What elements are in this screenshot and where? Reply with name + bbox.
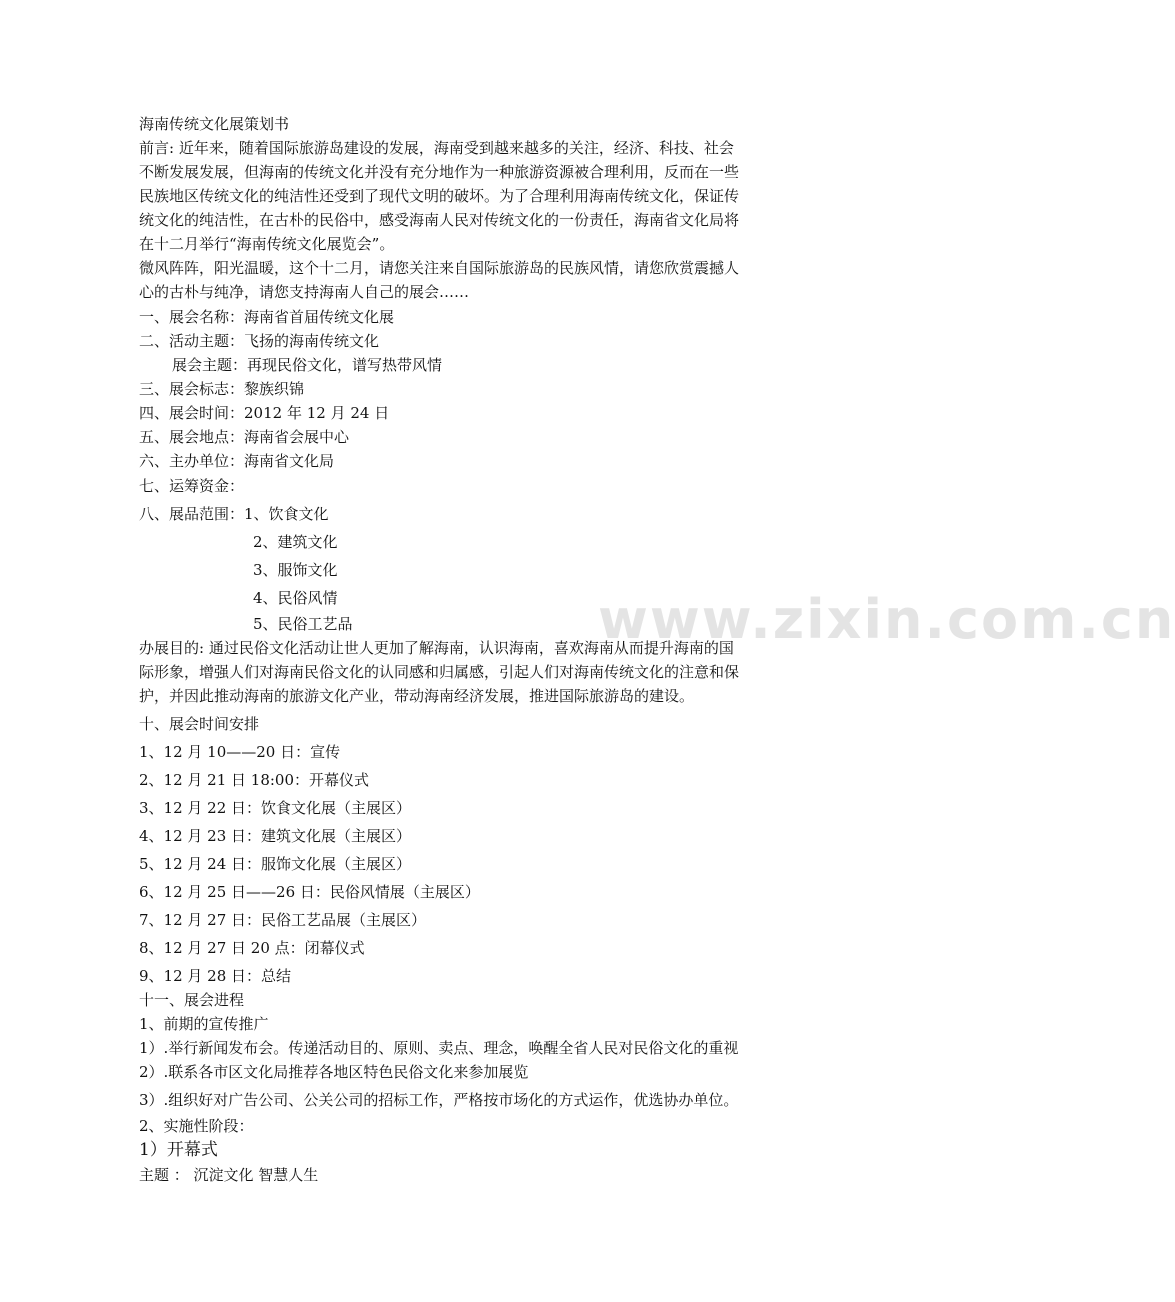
document-line: 办展目的: 通过民俗文化活动让世人更加了解海南，认识海南，喜欢海南从而提升海南的国 bbox=[139, 639, 734, 657]
watermark-part: .cn bbox=[1078, 588, 1175, 651]
document-line: 2、12 月 21 日 18:00：开幕仪式 bbox=[139, 771, 370, 789]
watermark-part: zixin bbox=[772, 588, 925, 651]
document-line: 5、民俗工艺品 bbox=[253, 615, 353, 633]
document-line: 1）开幕式 bbox=[139, 1140, 218, 1160]
document-line: 三、展会标志：黎族织锦 bbox=[139, 380, 305, 398]
document-line: 主题 ： 沉淀文化 智慧人生 bbox=[139, 1166, 319, 1184]
document-line: 3、服饰文化 bbox=[253, 561, 338, 579]
document-line: 3、12 月 22 日：饮食文化展（主展区） bbox=[139, 799, 412, 817]
document-line: 9、12 月 28 日：总结 bbox=[139, 967, 292, 985]
document-line: 3）.组织好对广告公司、公关公司的招标工作，严格按市场化的方式运作，优选协办单位。 bbox=[139, 1091, 739, 1109]
document-line: 一、展会名称：海南省首届传统文化展 bbox=[139, 308, 395, 326]
document-line: 十一、展会进程 bbox=[139, 991, 245, 1009]
document-line: 8、12 月 27 日 20 点：闭幕仪式 bbox=[139, 939, 365, 957]
document-line: 民族地区传统文化的纯洁性还受到了现代文明的破坏。为了合理利用海南传统文化，保证传 bbox=[139, 187, 740, 205]
document-line: 海南传统文化展策划书 bbox=[139, 115, 290, 133]
watermark-part: www. bbox=[598, 588, 773, 651]
document-line: 十、展会时间安排 bbox=[139, 715, 260, 733]
document-line: 2、实施性阶段： bbox=[139, 1117, 254, 1135]
document-line: 展会主题：再现民俗文化，谱写热带风情 bbox=[172, 356, 443, 374]
document-line: 2）.联系各市区文化局推荐各地区特色民俗文化来参加展览 bbox=[139, 1063, 529, 1081]
watermark bbox=[598, 588, 1175, 651]
document-line: 心的古朴与纯净，请您支持海南人自己的展会…… bbox=[139, 283, 470, 301]
document-line: 在十二月举行“海南传统文化展览会”。 bbox=[139, 235, 395, 253]
document-line: 二、活动主题：飞扬的海南传统文化 bbox=[139, 332, 380, 350]
document-line: 2、建筑文化 bbox=[253, 533, 338, 551]
document-line: 不断发展发展，但海南的传统文化并没有充分地作为一种旅游资源被合理利用，反而在一些 bbox=[139, 163, 740, 181]
document-line: 4、民俗风情 bbox=[253, 589, 338, 607]
document-line: 四、展会时间：2012 年 12 月 24 日 bbox=[139, 404, 390, 422]
document-line: 5、12 月 24 日：服饰文化展（主展区） bbox=[139, 855, 412, 873]
document-line: 1、前期的宣传推广 bbox=[139, 1015, 269, 1033]
document-line: 七、运筹资金： bbox=[139, 477, 245, 495]
document-line: 六、主办单位：海南省文化局 bbox=[139, 452, 335, 470]
document-line: 五、展会地点：海南省会展中心 bbox=[139, 428, 350, 446]
document-line: 前言: 近年来，随着国际旅游岛建设的发展，海南受到越来越多的关注，经济、科技、社会 bbox=[139, 139, 734, 157]
document-line: 际形象，增强人们对海南民俗文化的认同感和归属感，引起人们对海南传统文化的注意和保 bbox=[139, 663, 740, 681]
document-line: 1）.举行新闻发布会。传递活动目的、原则、卖点、理念，唤醒全省人民对民俗文化的重视 bbox=[139, 1039, 739, 1057]
document-line: 护，并因此推动海南的旅游文化产业，带动海南经济发展，推进国际旅游岛的建设。 bbox=[139, 687, 695, 705]
document-line: 微风阵阵，阳光温暖，这个十二月，请您关注来自国际旅游岛的民族风情，请您欣赏震撼人 bbox=[139, 259, 740, 277]
watermark-part: .com bbox=[924, 588, 1079, 651]
document-line: 八、展品范围：1、饮食文化 bbox=[139, 505, 329, 523]
document-line: 7、12 月 27 日：民俗工艺品展（主展区） bbox=[139, 911, 427, 929]
document-line: 统文化的纯洁性，在古朴的民俗中，感受海南人民对传统文化的一份责任，海南省文化局将 bbox=[139, 211, 740, 229]
document-line: 6、12 月 25 日——26 日：民俗风情展（主展区） bbox=[139, 883, 480, 901]
document-line: 4、12 月 23 日：建筑文化展（主展区） bbox=[139, 827, 412, 845]
document-line: 1、12 月 10——20 日：宣传 bbox=[139, 743, 341, 761]
